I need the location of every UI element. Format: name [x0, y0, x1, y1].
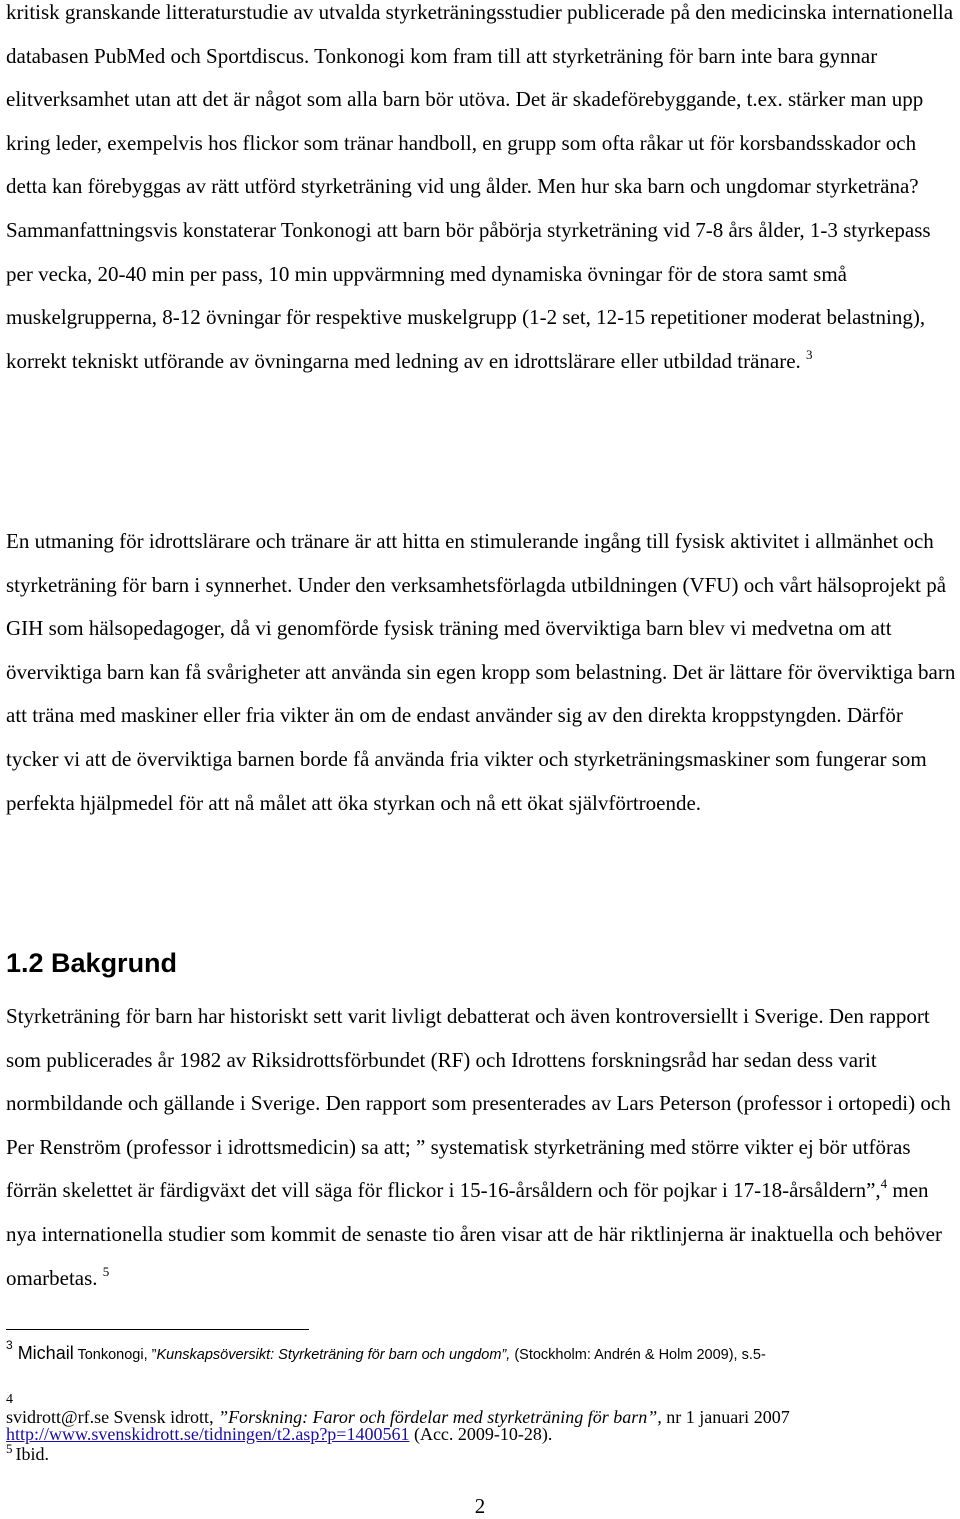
- footnote-ref-3[interactable]: 3: [806, 346, 813, 362]
- footnote-link[interactable]: http://www.svenskidrott.se/tidningen/t2.asp?p=1400561: [6, 1424, 410, 1444]
- paragraph-bakgrund: [6, 995, 956, 1300]
- footnote-3: [6, 1338, 956, 1364]
- section-heading: 1.2 Bakgrund: [6, 948, 178, 978]
- footnote-source: svidrott@rf.se Svensk idrott,: [6, 1407, 219, 1427]
- footnote-number: 5: [6, 1441, 13, 1456]
- page-number: 2: [474, 1494, 486, 1518]
- footnote-issue: nr 1 januari 2007: [661, 1407, 790, 1427]
- paragraph-text: Styrketräning för barn har historiskt sett varit livligt debatterat och även kontroversiellt i Sverige. Den rapport som publicerades år 1982 av Riksidrottsförbundet (RF) och Idrottens forskningsråd har sedan dess varit normbildande och gällande i Sverige. Den rapport som presenterades av Lars Peterson (professor i ortopedi) och Per Renström (professor i idrottsmedicin) sa att; ” systematisk styrketräning med större vikter ej bör utföras förrän skelettet är färdigväxt det vill säga för flickor i 15-16-årsåldern och för pojkar i 17-18-årsåldern”,: [6, 1004, 951, 1203]
- footnote-separator: [6, 1329, 309, 1330]
- paragraph-utmaning: [6, 520, 956, 825]
- footnote-publisher: (Stockholm: Andrén & Holm 2009), s.5-: [510, 1347, 766, 1363]
- footnote-author: Michail: [17, 1343, 74, 1363]
- footnote-ref-4[interactable]: 4: [880, 1176, 888, 1192]
- footnote-4: [6, 1394, 956, 1428]
- footnote-5: [6, 1441, 956, 1465]
- footnote-number: 4: [6, 1392, 13, 1407]
- paragraph-text: kritisk granskande litteraturstudie av utvalda styrketräningsstudier publicerade på den medicinska internationella databasen PubMed och Sportdiscus. Tonkonogi kom fram till att styrketräning för barn inte bara gynnar elitverksamhet utan att det är något som alla barn bör utöva. Det är skadeförebyggande, t.ex. stärker man upp kring leder, exempelvis hos flickor som tränar handboll, en grupp som ofta råkar ut för korsbandsskador och detta kan förebyggas av rätt utförd styrketräning vid ung ålder. Men hur ska barn och ungdomar styrketräna? Sammanfattningsvis konstaterar Tonkonogi att barn bör påbörja styrketräning vid 7-8 års ålder, 1-3 styrkepass per vecka, 20-40 min per pass, 10 min uppvärmning med dynamiska övningar för de stora samt små muskelgrupperna, 8-12 övningar för respektive muskelgrupp (1-2 set, 12-15 repetitioner moderat belastning), korrekt tekniskt utförande av övningarna med ledning av en idrottslärare eller utbildad tränare.: [6, 0, 954, 373]
- footnote-number: 3: [6, 1338, 13, 1352]
- paragraph-tonkonogi: [6, 0, 956, 383]
- footnote-title: ”Forskning: Faror och fördelar med styrketräning för barn”,: [218, 1407, 662, 1427]
- footnote-4-link-line: [6, 1424, 956, 1445]
- footnote-title: Kunskapsöversikt: Styrketräning för barn och ungdom”,: [156, 1347, 511, 1363]
- footnote-accessed: (Acc. 2009-10-28).: [409, 1424, 553, 1444]
- footnote-author-rest: Tonkonogi, ”: [73, 1347, 157, 1363]
- footnote-text: Ibid.: [15, 1444, 49, 1464]
- footnote-ref-5[interactable]: 5: [102, 1263, 110, 1279]
- paragraph-text: men nya internationella studier som kommit de senaste tio åren visar att de här riktlinjerna är inaktuella och behöver omarbetas.: [6, 1178, 942, 1290]
- paragraph-text: En utmaning för idrottslärare och tränare är att hitta en stimulerande ingång till fysisk aktivitet i allmänhet och styrketräning för barn i synnerhet. Under den verksamhetsförlagda utbildningen (VFU) och vårt hälsoprojekt på GIH som hälsopedagoger, då vi genomförde fysisk träning med överviktiga barn blev vi medvetna om att överviktiga barn kan få svårigheter att använda sin egen kropp som belastning. Det är lättare för överviktiga barn att träna med maskiner eller fria vikter än om de endast använder sig av den direkta kroppstyngden. Därför tycker vi att de överviktiga barnen borde få använda fria vikter och styrketräningsmaskiner som fungerar som perfekta hjälpmedel för att nå målet att öka styrkan och nå ett ökat självförtroende.: [6, 529, 956, 815]
